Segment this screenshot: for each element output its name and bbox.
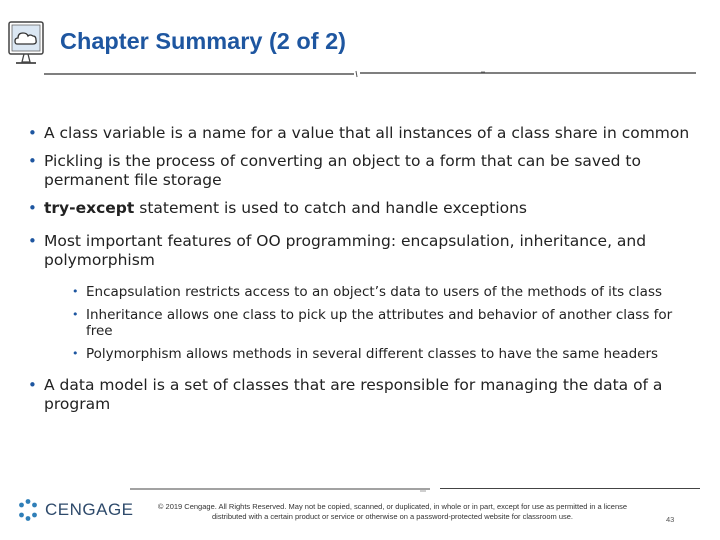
cengage-brand xyxy=(16,495,134,525)
sub-bullet-marker: • xyxy=(72,285,79,298)
bullet-item xyxy=(28,199,698,218)
footer-divider xyxy=(130,486,700,492)
bullet-text: statement is used to catch and handle exceptions xyxy=(134,199,528,217)
sub-bullet-text: Inheritance allows one class to pick up the attributes and behavior of another class for free xyxy=(86,307,673,339)
sub-bullet-list xyxy=(28,284,698,362)
sub-bullet-item xyxy=(72,346,698,362)
bullet-marker: • xyxy=(28,376,37,394)
bullet-marker: • xyxy=(28,232,37,250)
bullet-item xyxy=(28,124,698,143)
bullet-text: Most important features of OO programming: encapsulation, inheritance, and polymorphism xyxy=(44,232,647,269)
bullet-text: A class variable is a name for a value that all instances of a class share in common xyxy=(44,124,690,142)
bullet-text: Pickling is the process of converting an object to a form that can be saved to permanent file storage xyxy=(44,152,641,189)
bullet-text: A data model is a set of classes that are responsible for managing the data of a program xyxy=(44,376,663,413)
bullet-item xyxy=(28,232,698,270)
bullet-marker: • xyxy=(28,199,37,217)
sub-bullet-text: Encapsulation restricts access to an object’s data to users of the methods of its class xyxy=(86,284,663,300)
title-divider xyxy=(44,70,696,78)
sub-bullet-item xyxy=(72,284,698,300)
sub-bullet-marker: • xyxy=(72,308,79,321)
bullet-marker: • xyxy=(28,124,37,142)
slide-body xyxy=(28,124,698,423)
sub-bullet-text: Polymorphism allows methods in several different classes to have the same headers xyxy=(86,346,659,362)
copyright-notice: © 2019 Cengage. All Rights Reserved. May not be copied, scanned, or duplicated, in whole or in part, except for use as permitted in a license distributed with a certain product or service or otherwise on a password-protected website for classroom use. xyxy=(157,502,628,521)
bullet-item xyxy=(28,152,698,190)
bullet-marker: • xyxy=(28,152,37,170)
slide-title: Chapter Summary (2 of 2) xyxy=(60,28,346,54)
bullet-keyword: try-except xyxy=(44,199,135,217)
sub-bullet-marker: • xyxy=(72,347,79,360)
cengage-logo-icon xyxy=(16,498,40,522)
brand-name: CENGAGE xyxy=(45,500,134,519)
cloud-monitor-icon xyxy=(6,18,46,72)
page-number: 43 xyxy=(666,515,675,524)
bullet-item xyxy=(28,376,698,414)
sub-bullet-item xyxy=(72,307,698,339)
